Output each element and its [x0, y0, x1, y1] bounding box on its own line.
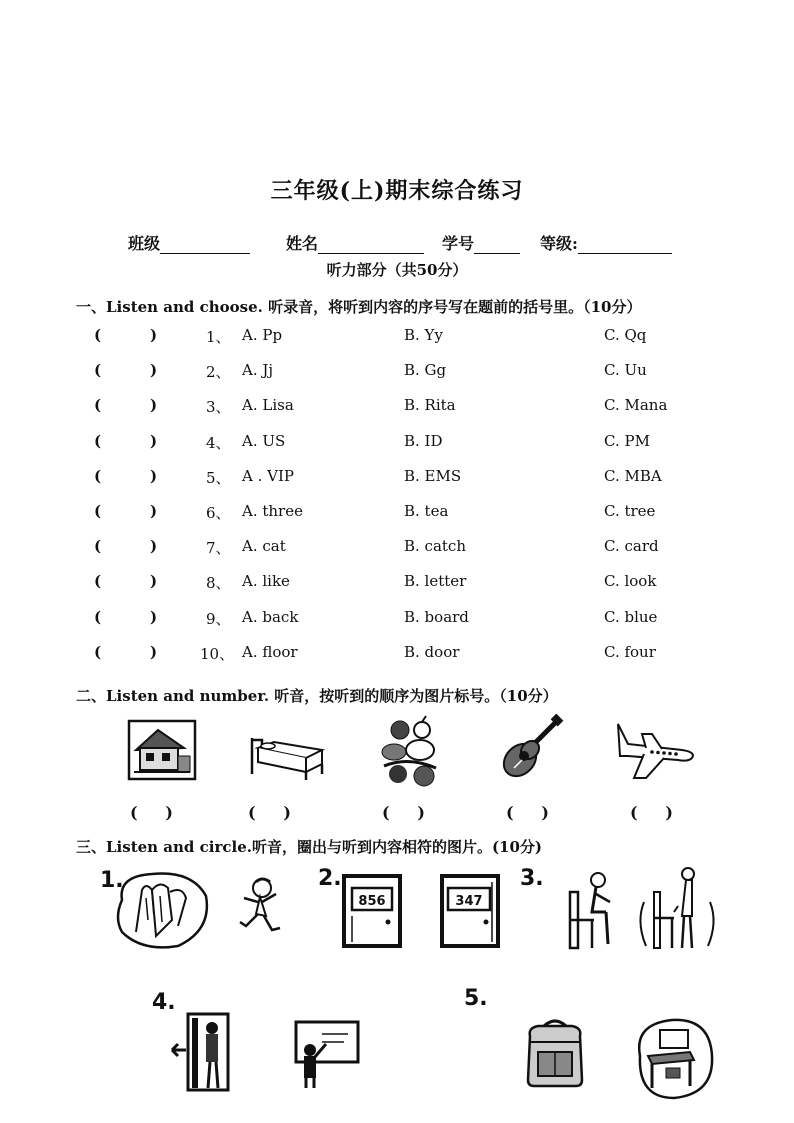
blackboard-icon[interactable] — [292, 1018, 362, 1094]
clap-hands-icon[interactable] — [112, 870, 212, 954]
question-number: 4、 — [206, 433, 231, 452]
option-a: A. Lisa — [242, 396, 294, 415]
question-number: 7、 — [206, 539, 231, 558]
question-row — [0, 396, 794, 424]
id-label: 学号 — [442, 234, 475, 253]
question-number: 2、 — [206, 363, 231, 382]
option-a: A. three — [242, 502, 303, 520]
bed-icon — [248, 728, 324, 784]
door-347-icon[interactable] — [438, 874, 502, 952]
option-b: B. ID — [404, 431, 443, 450]
option-c: C. card — [604, 537, 659, 556]
answer-paren-open[interactable]: ( — [94, 642, 102, 661]
section3-heading: 三、Listen and circle.听音，圈出与听到内容相符的图片。(10分) — [76, 838, 543, 856]
question-row — [0, 643, 794, 671]
answer-paren-open[interactable]: ( — [94, 326, 102, 344]
option-c: C. MBA — [604, 466, 662, 485]
answer-paren-open[interactable]: ( — [94, 537, 102, 556]
door-number-347: 347 — [455, 894, 483, 909]
option-a: A. back — [242, 607, 299, 626]
answer-paren-open[interactable]: ( — [94, 502, 102, 520]
answer-paren-open[interactable]: ( — [94, 607, 102, 626]
answer-paren-close[interactable]: ) — [150, 466, 158, 485]
option-b: B. letter — [404, 572, 467, 591]
option-c: C. Qq — [604, 326, 647, 344]
section1-heading: 一、Listen and choose. 听录音，将听到内容的序号写在题前的括号里。（10分） — [76, 298, 642, 316]
option-b: B. Rita — [404, 396, 456, 415]
option-b: B. catch — [404, 537, 466, 556]
answer-paren-close[interactable]: ) — [150, 537, 158, 556]
option-b: B. board — [404, 607, 469, 626]
question-number-1: 1. — [100, 868, 124, 893]
answer-paren-close[interactable]: ) — [150, 396, 158, 415]
question-number-4: 4. — [152, 990, 176, 1015]
question-number: 10、 — [200, 644, 235, 663]
answer-paren-open[interactable]: ( — [94, 361, 102, 380]
answer-paren-open[interactable]: ( — [94, 466, 102, 485]
answer-paren-open[interactable]: ( — [94, 431, 102, 450]
option-b: B. Yy — [404, 326, 443, 344]
option-b: B. EMS — [404, 466, 462, 485]
grade-blank[interactable] — [578, 237, 672, 254]
name-blank[interactable] — [318, 237, 424, 254]
option-a: A. US — [242, 431, 286, 450]
option-a: A. cat — [242, 537, 286, 556]
question-row — [0, 432, 794, 460]
question-number-3: 3. — [520, 866, 544, 891]
grade-field — [540, 231, 672, 254]
option-a: A. like — [242, 572, 290, 591]
option-c: C. Mana — [604, 396, 668, 415]
schoolbag-icon[interactable] — [522, 1016, 588, 1092]
grade-label: 等级: — [540, 234, 578, 253]
option-a: A . VIP — [242, 466, 294, 485]
question-row — [0, 537, 794, 565]
answer-paren-close[interactable]: ) — [150, 326, 158, 344]
stand-up-icon[interactable] — [630, 862, 726, 958]
question-row — [0, 467, 794, 495]
option-c: C. four — [604, 642, 656, 661]
door-856-icon[interactable] — [340, 874, 404, 952]
question-number: 3、 — [206, 398, 231, 417]
option-b: B. tea — [404, 502, 449, 520]
question-number: 8、 — [206, 574, 231, 593]
id-blank[interactable] — [474, 237, 520, 254]
answer-paren-open[interactable]: ( — [94, 396, 102, 415]
option-b: B. Gg — [404, 361, 447, 380]
class-label: 班级 — [128, 234, 161, 253]
house-icon — [128, 720, 196, 784]
listening-header: 听力部分（共50分） — [326, 261, 468, 279]
option-a: A. Jj — [242, 361, 274, 380]
option-c: C. PM — [604, 431, 650, 450]
class-blank[interactable] — [160, 237, 250, 254]
question-number: 6、 — [206, 504, 231, 522]
answer-paren-close[interactable]: ) — [150, 431, 158, 450]
running-kid-icon[interactable] — [232, 876, 290, 940]
option-c: C. tree — [604, 502, 656, 520]
desk-chair-icon[interactable] — [630, 1016, 714, 1104]
option-a: A. Pp — [242, 326, 283, 344]
question-number-2: 2. — [318, 866, 342, 891]
fruits-icon — [378, 716, 444, 792]
answer-paren-5[interactable]: ( ) — [630, 803, 673, 822]
answer-paren-1[interactable]: ( ) — [130, 803, 173, 822]
question-number-5: 5. — [464, 986, 488, 1011]
option-c: C. look — [604, 572, 657, 591]
option-b: B. door — [404, 642, 460, 661]
question-row — [0, 502, 794, 530]
door-number-856: 856 — [358, 894, 386, 909]
class-field — [128, 231, 250, 254]
name-field — [286, 231, 424, 254]
answer-paren-close[interactable]: ) — [150, 642, 158, 661]
answer-paren-open[interactable]: ( — [94, 572, 102, 591]
answer-paren-close[interactable]: ) — [150, 361, 158, 380]
plane-icon — [612, 716, 698, 784]
open-door-icon[interactable] — [170, 1012, 234, 1096]
answer-paren-close[interactable]: ) — [150, 502, 158, 520]
page-title: 三年级(上)期末综合练习 — [270, 178, 524, 204]
option-c: C. Uu — [604, 361, 647, 380]
question-number: 1、 — [206, 328, 231, 346]
question-row — [0, 608, 794, 636]
guitar-icon — [498, 716, 564, 784]
section2-heading: 二、Listen and number. 听音，按听到的顺序为图片标号。（10分） — [76, 687, 558, 705]
answer-paren-3[interactable]: ( ) — [382, 803, 425, 822]
name-label: 姓名 — [286, 234, 319, 253]
answer-paren-2[interactable]: ( ) — [248, 803, 291, 822]
question-row — [0, 572, 794, 600]
answer-paren-close[interactable]: ) — [150, 572, 158, 591]
id-field — [442, 231, 520, 254]
answer-paren-close[interactable]: ) — [150, 607, 158, 626]
question-row — [0, 326, 794, 354]
question-number: 9、 — [206, 609, 231, 628]
option-c: C. blue — [604, 607, 658, 626]
option-a: A. floor — [242, 642, 298, 661]
sit-down-icon[interactable] — [566, 866, 618, 956]
question-row — [0, 361, 794, 389]
question-number: 5、 — [206, 468, 231, 487]
answer-paren-4[interactable]: ( ) — [506, 803, 549, 822]
